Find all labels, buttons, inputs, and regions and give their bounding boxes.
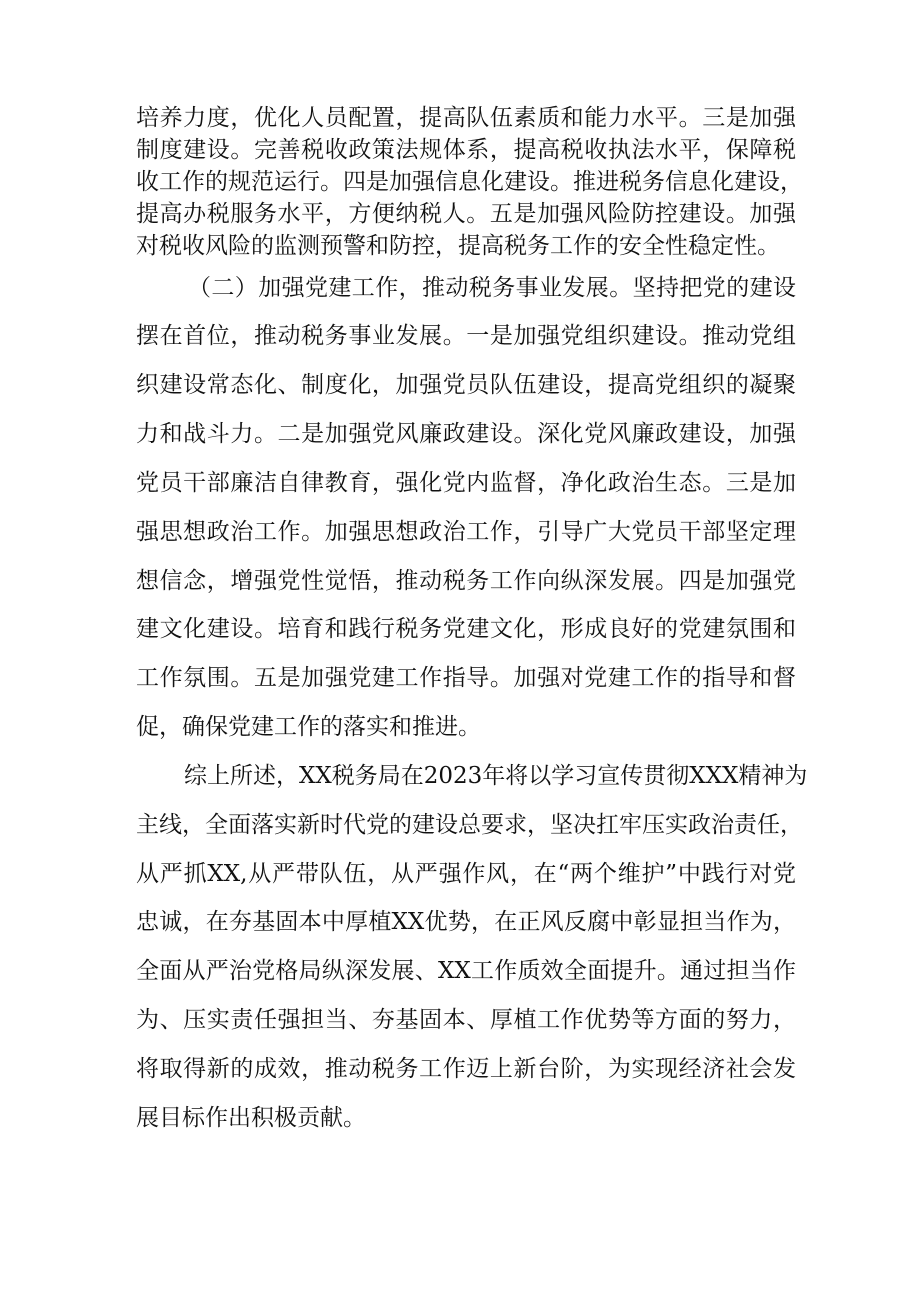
text-line: 织建设常态化、制度化，加强党员队伍建设，提高党组织的凝聚 (136, 372, 796, 398)
text-line: 为、压实责任强担当、夯基固本、厚植工作优势等方面的努力， (136, 1007, 796, 1033)
text-line: 收工作的规范运行。四是加强信息化建设。推进税务信息化建设， (136, 169, 803, 195)
text-line: 将取得新的成效，推动税务工作迈上新台阶，为实现经济社会发 (136, 1056, 796, 1082)
text-line: （二）加强党建工作，推动税务事业发展。坚持把党的建设 (188, 275, 796, 301)
text-line: 想信念，增强党性觉悟，推动税务工作向纵深发展。四是加强党 (136, 568, 796, 594)
text-line: 摆在首位，推动税务事业发展。一是加强党组织建设。推动党组 (136, 323, 796, 349)
text-line: 力和战斗力。二是加强党风廉政建设。深化党风廉政建设，加强 (136, 421, 796, 447)
text-line: 展目标作出积极贡献。 (136, 1105, 366, 1131)
text-line: 从严抓XX,从严带队伍，从严强作风，在“两个维护”中践行对党 (136, 861, 796, 887)
text-line: 工作氛围。五是加强党建工作指导。加强对党建工作的指导和督 (136, 665, 796, 691)
text-line: 主线，全面落实新时代党的建设总要求，坚决扛牢压实政治责任， (136, 812, 803, 838)
text-line: 制度建设。完善税收政策法规体系，提高税收执法水平，保障税 (136, 137, 796, 163)
text-line: 促，确保党建工作的落实和推进。 (136, 714, 481, 740)
text-line: 忠诚，在夯基固本中厚植XX优势，在正风反腐中彰显担当作为， (136, 909, 796, 935)
text-line: 全面从严治党格局纵深发展、XX工作质效全面提升。通过担当作 (136, 958, 796, 984)
text-line: 培养力度，优化人员配置，提高队伍素质和能力水平。三是加强 (136, 105, 796, 131)
text-line: 党员干部廉洁自律教育，强化党内监督，净化政治生态。三是加 (136, 470, 796, 496)
text-line: 提高办税服务水平，方便纳税人。五是加强风险防控建设。加强 (136, 201, 796, 227)
text-line: 强思想政治工作。加强思想政治工作，引导广大党员干部坚定理 (136, 519, 796, 545)
text-line: 综上所述，XX税务局在2023年将以学习宣传贯彻XXX精神为 (184, 763, 808, 789)
text-line: 建文化建设。培育和践行税务党建文化，形成良好的党建氛围和 (136, 616, 796, 642)
text-line: 对税收风险的监测预警和防控，提高税务工作的安全性稳定性。 (136, 233, 780, 259)
